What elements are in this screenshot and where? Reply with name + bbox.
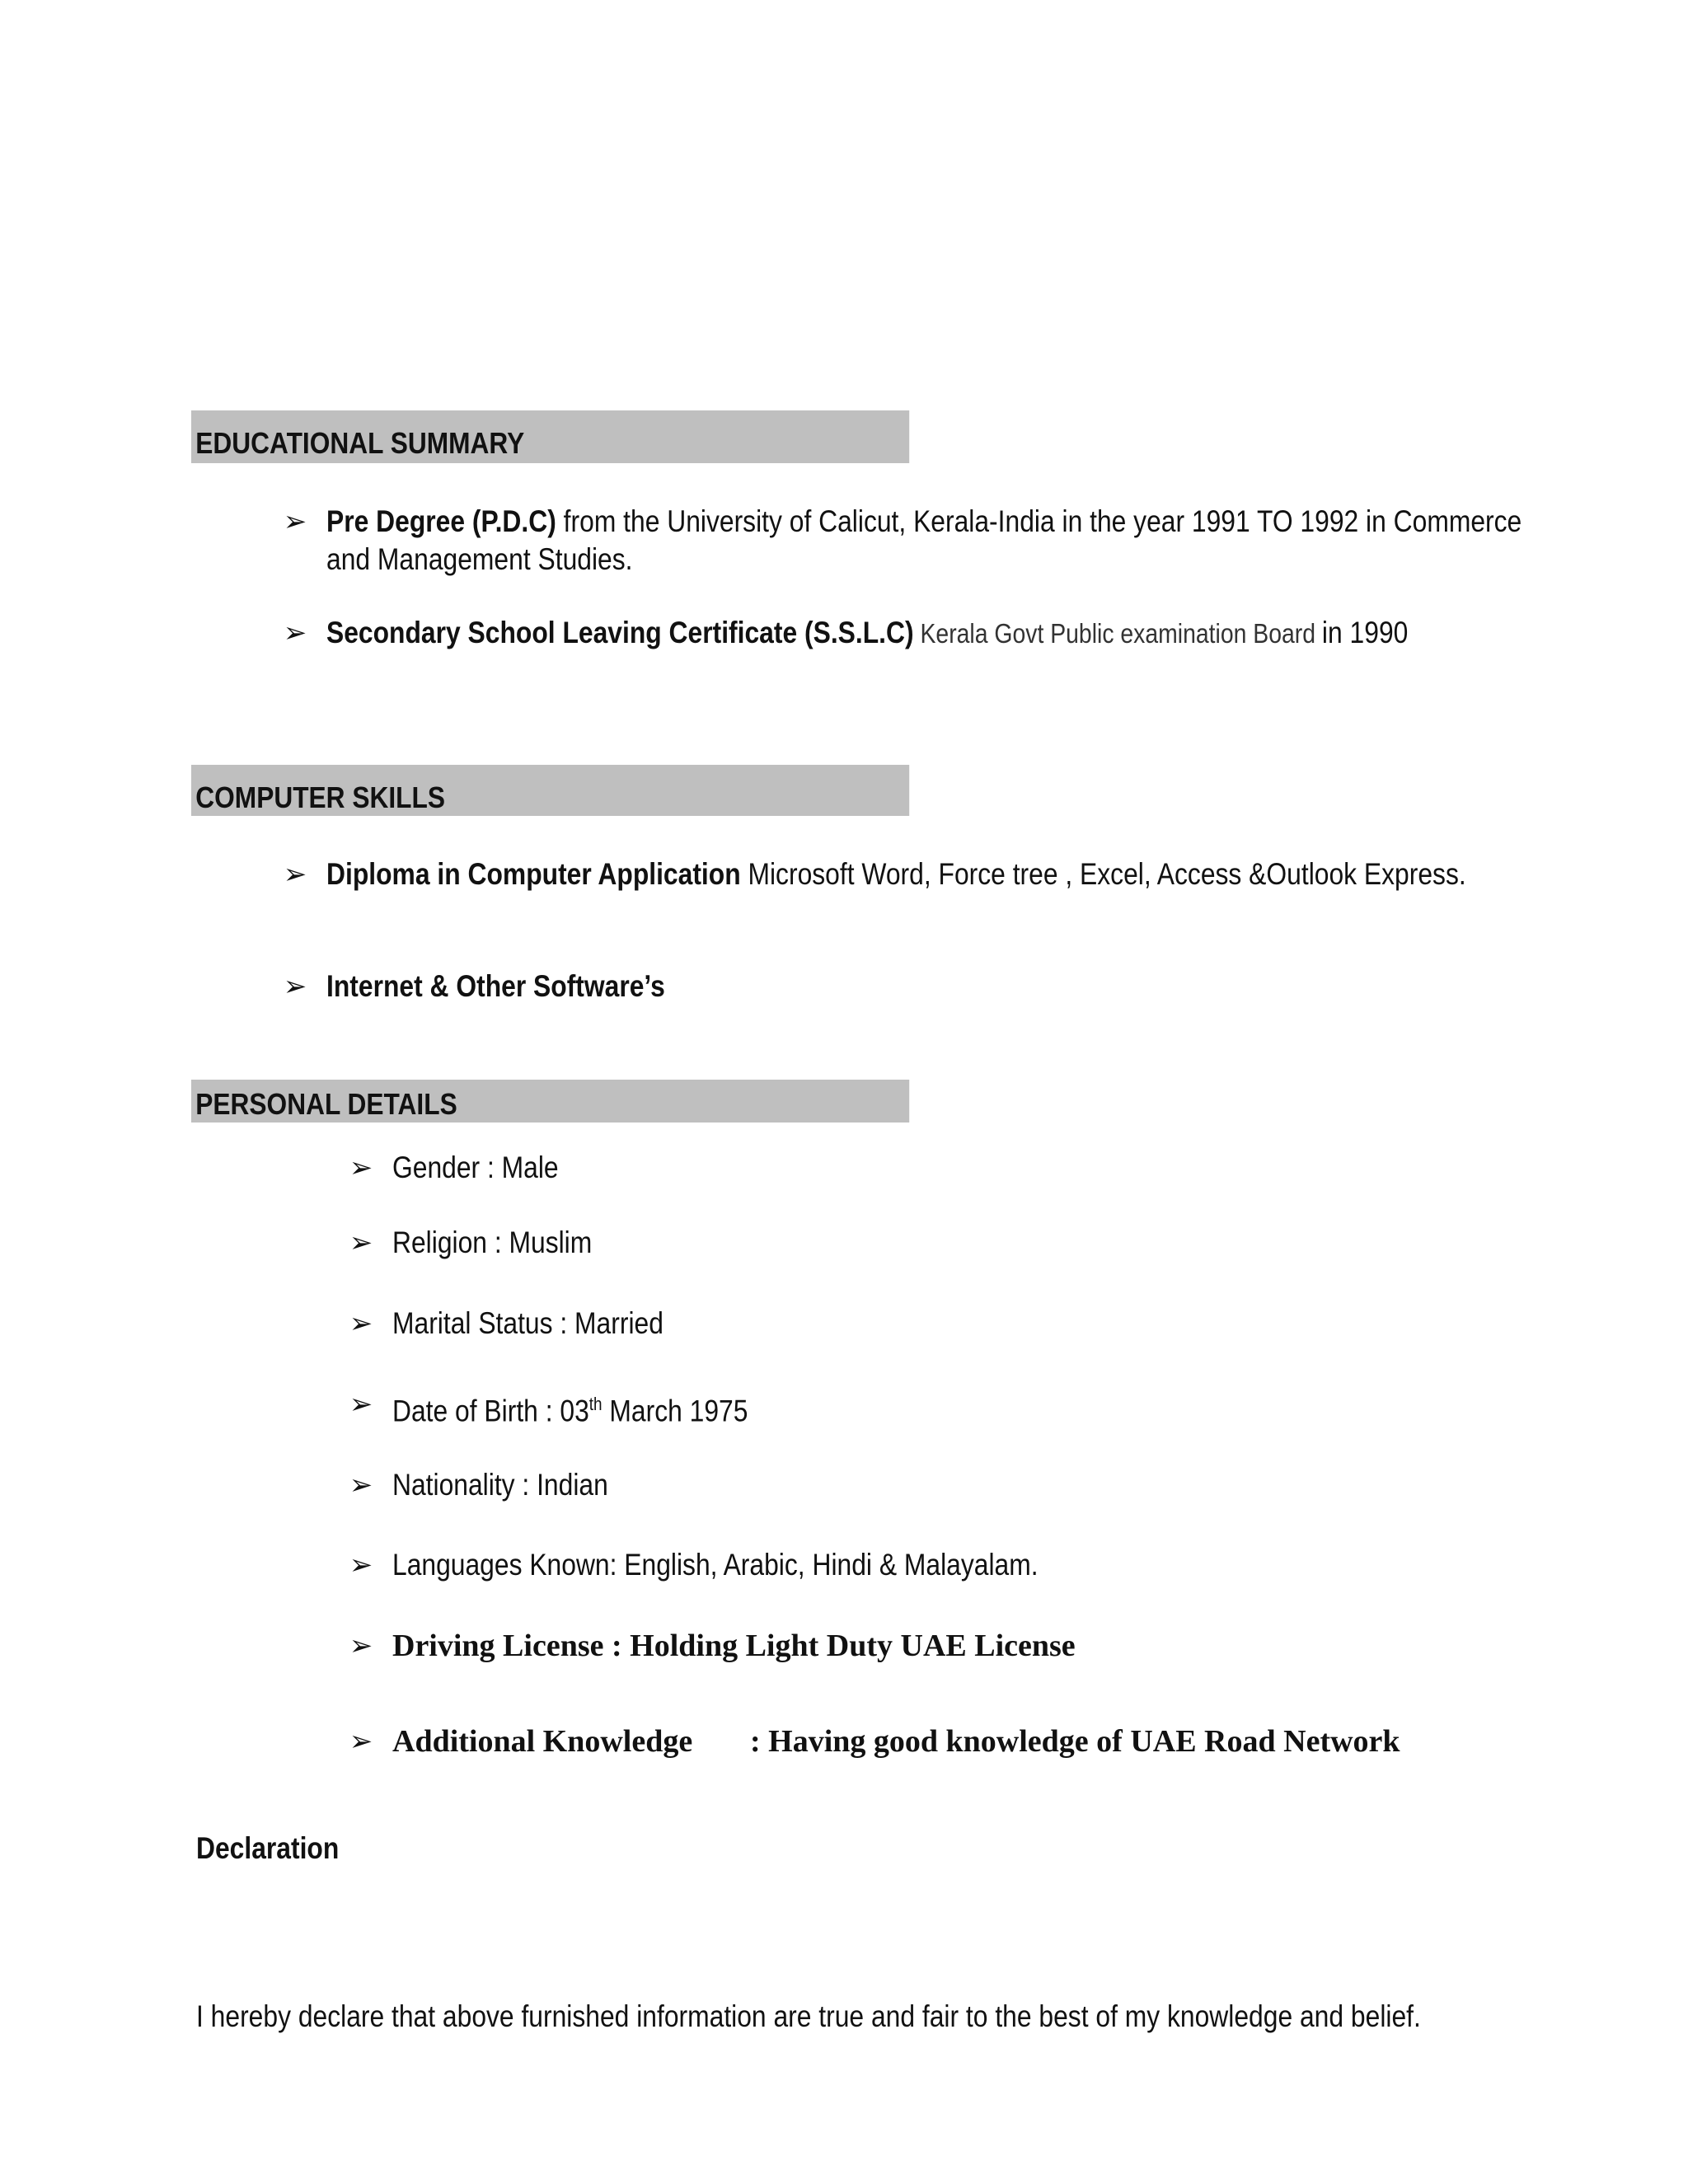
personal-dob: ➢ Date of Birth : 03th March 1975 <box>392 1385 806 1430</box>
skill-item-internet: ➢ Internet & Other Software’s <box>326 968 1612 1005</box>
bullet-arrow-icon: ➢ <box>283 506 307 537</box>
education-item-sslc <box>283 614 1612 653</box>
bullet-arrow-icon: ➢ <box>349 1726 373 1757</box>
personal-marital-status: ➢ Marital Status : Married <box>392 1305 707 1343</box>
education-item-pdc-line1: Pre Degree (P.D.C) from the University of Calicut, Kerala-India in the year 1991 TO 1992 in Commerce <box>326 504 1522 538</box>
personal-additional-knowledge <box>349 1722 1546 1760</box>
personal-religion: ➢ Religion : Muslim <box>392 1224 625 1262</box>
sslc-board: Kerala Govt Public examination Board <box>913 618 1322 649</box>
section-header-educational-summary: EDUCATIONAL SUMMARY <box>191 410 909 463</box>
education-item-pdc <box>283 503 1612 579</box>
personal-gender: ➢ Gender : Male <box>392 1149 585 1187</box>
sslc-title: Secondary School Leaving Certificate (S.S.L.C) <box>326 616 914 649</box>
diploma-details: Microsoft Word, Force tree , Excel, Access &Outlook Express. <box>740 857 1466 891</box>
bullet-arrow-icon: ➢ <box>349 1227 373 1258</box>
declaration-text: I hereby declare that above furnished information are true and fair to the best of my knowledge and belief. <box>196 1999 1421 2033</box>
bullet-arrow-icon: ➢ <box>283 971 307 1002</box>
bullet-arrow-icon: ➢ <box>349 1630 373 1661</box>
section-header-personal-details: PERSONAL DETAILS <box>191 1080 909 1122</box>
bullet-arrow-icon: ➢ <box>283 617 307 649</box>
bullet-arrow-icon: ➢ <box>283 859 307 890</box>
bullet-arrow-icon: ➢ <box>349 1308 373 1339</box>
section-header-computer-skills: COMPUTER SKILLS <box>191 765 909 816</box>
skill-item-diploma <box>283 855 1612 893</box>
education-item-pdc-line2: and Management Studies. <box>326 542 633 576</box>
personal-driving-license: ➢ Driving License : Holding Light Duty UAE License <box>392 1627 1076 1665</box>
additional-knowledge-value: : Having good knowledge of UAE Road Network <box>750 1724 1400 1759</box>
bullet-arrow-icon: ➢ <box>349 1389 373 1420</box>
sslc-year: in 1990 <box>1321 616 1409 649</box>
personal-nationality: ➢ Nationality : Indian <box>392 1466 643 1504</box>
declaration-heading: Declaration <box>196 1831 340 1865</box>
bullet-arrow-icon: ➢ <box>349 1549 373 1581</box>
bullet-arrow-icon: ➢ <box>349 1152 373 1183</box>
personal-languages: ➢ Languages Known: English, Arabic, Hindi & Malayalam. <box>392 1546 1143 1584</box>
diploma-title: Diploma in Computer Application <box>326 857 741 891</box>
bullet-arrow-icon: ➢ <box>349 1469 373 1501</box>
additional-knowledge-label: Additional Knowledge <box>392 1724 693 1759</box>
